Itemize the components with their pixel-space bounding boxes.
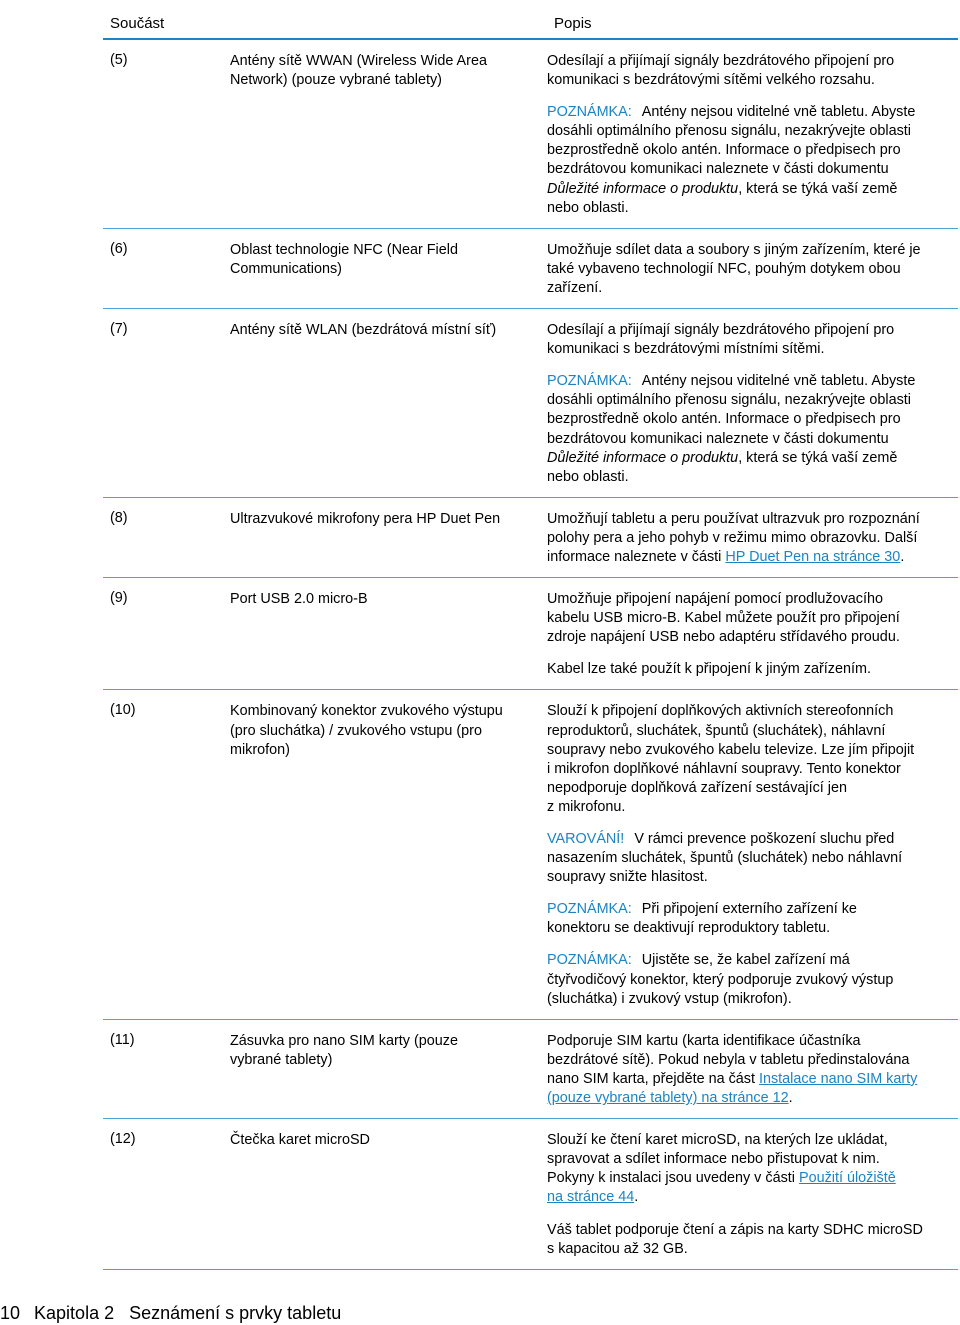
note-label: POZNÁMKA: xyxy=(547,901,632,918)
item-number: (8) xyxy=(110,509,128,526)
component-description: Umožňují tabletu a peru používat ultrazvuk pro rozpoznání polohy pera a jeho pohyb v režimu mimo obrazovku. Další informace naleznete v části HP Duet Pen na stránce 30. xyxy=(547,510,920,565)
link-nano-sim[interactable]: Instalace nano SIM karty xyxy=(758,1070,918,1087)
page-footer xyxy=(0,1303,341,1324)
warning-label: VAROVÁNÍ! xyxy=(547,831,625,847)
component-name: Ultrazvukové mikrofony pera HP Duet Pen xyxy=(230,510,501,527)
component-name: Port USB 2.0 micro-B xyxy=(230,591,368,608)
table-row xyxy=(103,578,958,690)
table-row xyxy=(103,309,958,498)
warning-block: VAROVÁNÍ! V rámci prevence poškození sluchu před nasazením sluchátek, špuntů (sluchátek) nebo náhlavní soupravy snižte hlasitost. xyxy=(547,831,903,886)
component-name: Čtečka karet microSD xyxy=(230,1132,370,1149)
link-hp-duet-pen[interactable]: HP Duet Pen na stránce 30 xyxy=(725,548,901,565)
component-description: Slouží k připojení doplňkových aktivních stereofonních reproduktorů, sluchátek, špuntů (sluchátek), náhlavní soupravy nebo zvukového kabelu televize. Lze jím připojit i mikrofon doplňkové náhlavní soupravy. Tento konektor nepodporuje doplňková zařízení sestávající jen z mikrofonu. VAROVÁNÍ! V rámci prevence poškození sluchu před nasazením sluchátek, špuntů (sluchátek) nebo náhlavní soupravy snižte hlasitost. POZNÁMKA: Při připojení externího zařízení ke konektoru se deaktivují reproduktory tabletu. POZNÁMKA: Ujistěte se, že kabel zařízení má čtyřvodičový konektor, který podporuje zvukový výstup (sluchátka) i zvukový vstup (mikrofon). xyxy=(547,702,958,1008)
table-row xyxy=(103,498,958,578)
table-row xyxy=(103,1119,958,1270)
note-label: POZNÁMKA: xyxy=(547,952,632,969)
table-row xyxy=(103,1020,958,1119)
chapter-title: Seznámení s prvky tabletu xyxy=(129,1303,342,1323)
note-label: POZNÁMKA: xyxy=(547,104,632,121)
header-component: Součást xyxy=(110,14,165,32)
header-description: Popis xyxy=(554,14,592,32)
page-number: 10 xyxy=(0,1303,21,1323)
item-number: (7) xyxy=(110,321,128,338)
component-name: Oblast technologie NFC (Near Field Communications) xyxy=(230,241,458,277)
document-title: Důležité informace o produktu xyxy=(547,449,739,466)
item-number: (6) xyxy=(110,240,128,257)
link-storage[interactable]: Použití úložiště xyxy=(798,1170,896,1187)
component-description: Umožňuje sdílet data a soubory s jiným zařízením, které je také vybaveno technologií NFC, pouhým dotykem obou zařízení. xyxy=(547,241,921,296)
component-description: Slouží ke čtení karet microSD, na kterých lze ukládat, spravovat a sdílet informace nebo přistupovat k nim. Pokyny k instalaci jsou uvedeny v části Použití úložiště na stránce 44. Váš tablet podporuje čtení a zápis na karty SDHC microSD s kapacitou až 32 GB. xyxy=(547,1132,923,1257)
component-name: Antény sítě WWAN (Wireless Wide Area Network) (pouze vybrané tablety) xyxy=(230,53,487,89)
chapter-label: Kapitola 2 xyxy=(34,1303,115,1323)
note-block: POZNÁMKA: Ujistěte se, že kabel zařízení má čtyřvodičový konektor, který podporuje zvukový výstup (sluchátka) i zvukový vstup (mikrofon). xyxy=(547,952,894,1007)
item-number: (9) xyxy=(110,590,128,607)
item-number: (11) xyxy=(110,1031,135,1048)
component-description: Podporuje SIM kartu (karta identifikace účastníka bezdrátové sítě). Pokud nebyla v tabletu předinstalována nano SIM karta, přejděte na část Instalace nano SIM karty (pouze vybrané tablety) na stránce 12. xyxy=(547,1032,918,1107)
note-block: POZNÁMKA: Antény nejsou viditelné vně tabletu. Abyste dosáhli optimálního přenosu signálu, nezakrývejte oblasti bezprostředně okolo antén. Informace o předpisech pro bezdrátovou komunikaci naleznete v části dokumentu Důležité informace o produktu, která se týká vaší země nebo oblasti. xyxy=(547,104,916,216)
table-row xyxy=(103,40,958,229)
component-name: Zásuvka pro nano SIM karty (pouze vybrané tablety) xyxy=(230,1032,458,1068)
component-name: Kombinovaný konektor zvukového výstupu (pro sluchátka) / zvukového vstupu (pro mikrofon) xyxy=(230,703,503,758)
component-name: Antény sítě WLAN (bezdrátová místní síť) xyxy=(230,322,497,339)
link-nano-sim-page[interactable]: (pouze vybrané tablety) na stránce 12 xyxy=(547,1090,789,1107)
component-description: Odesílají a přijímají signály bezdrátového připojení pro komunikaci s bezdrátovými místními sítěmi. POZNÁMKA: Antény nejsou viditelné vně tabletu. Abyste dosáhli optimálního přenosu signálu, nezakrývejte oblasti bezprostředně okolo antén. Informace o předpisech pro bezdrátovou komunikaci naleznete v části dokumentu Důležité informace o produktu, která se týká vaší země nebo oblasti. xyxy=(547,321,958,487)
table-header xyxy=(103,8,958,40)
table-row xyxy=(103,229,958,309)
item-number: (12) xyxy=(110,1131,136,1148)
note-block: POZNÁMKA: Antény nejsou viditelné vně tabletu. Abyste dosáhli optimálního přenosu signálu, nezakrývejte oblasti bezprostředně okolo antén. Informace o předpisech pro bezdrátovou komunikaci naleznete v části dokumentu Důležité informace o produktu, která se týká vaší země nebo oblasti. xyxy=(547,373,916,485)
note-block: POZNÁMKA: Při připojení externího zařízení ke konektoru se deaktivují reproduktory tabletu. xyxy=(547,901,857,937)
link-storage-page[interactable]: na stránce 44 xyxy=(547,1189,635,1206)
component-description: Odesílají a přijímají signály bezdrátového připojení pro komunikaci s bezdrátovými sítěmi velkého rozsahu. POZNÁMKA: Antény nejsou viditelné vně tabletu. Abyste dosáhli optimálního přenosu signálu, nezakrývejte oblasti bezprostředně okolo antén. Informace o předpisech pro bezdrátovou komunikaci naleznete v části dokumentu Důležité informace o produktu, která se týká vaší země nebo oblasti. xyxy=(547,52,958,218)
component-description: Umožňuje připojení napájení pomocí prodlužovacího kabelu USB micro-B. Kabel můžete použít pro připojení zdroje napájení USB nebo adaptéru střídavého proudu. Kabel lze také použít k připojení k jiným zařízením. xyxy=(547,591,900,678)
table-row xyxy=(103,690,958,1019)
components-table xyxy=(103,8,958,1270)
item-number: (10) xyxy=(110,702,136,719)
note-label: POZNÁMKA: xyxy=(547,373,632,390)
item-number: (5) xyxy=(110,52,128,68)
document-title: Důležité informace o produktu xyxy=(547,180,739,197)
